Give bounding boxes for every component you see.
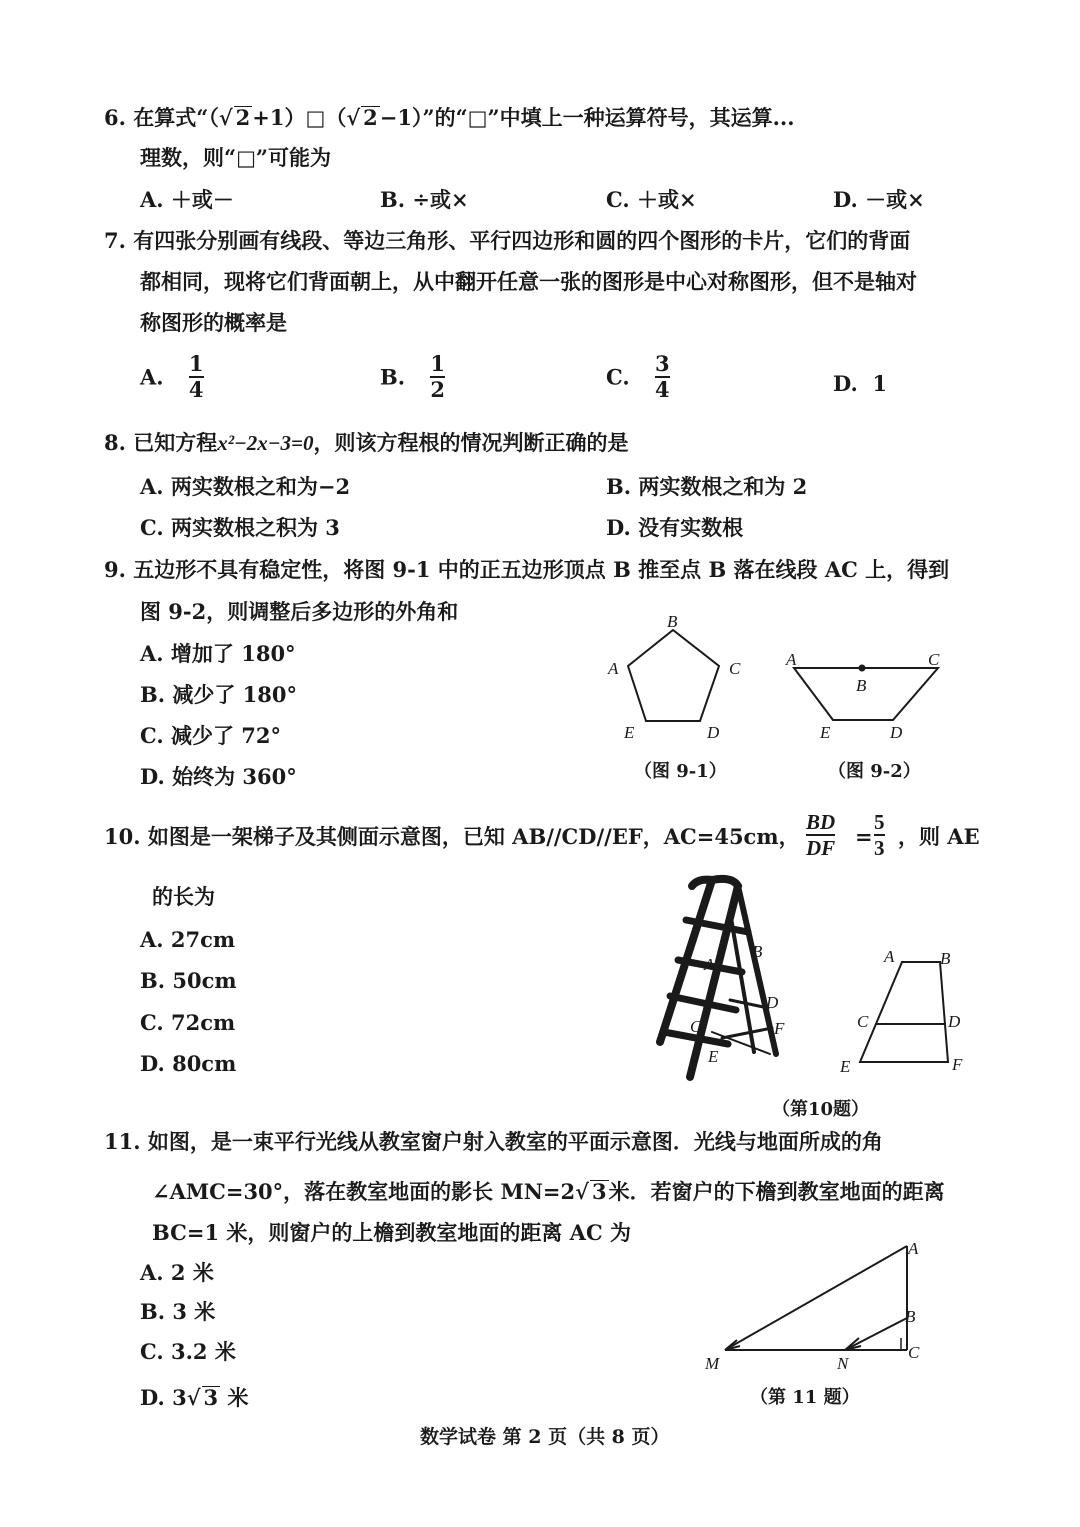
q6-text-a: 在算式“（ — [133, 105, 219, 130]
q7-option-b — [380, 352, 445, 402]
q11-option-a: A. 2 米 — [140, 1260, 214, 1285]
q11-text-2a: ∠AMC=30°，落在教室地面的影长 MN=2 — [152, 1179, 576, 1204]
q6-sqrt-1: 2 — [235, 105, 251, 130]
q6-option-a: A. ＋或－ — [140, 187, 234, 212]
q11-option-c: C. 3.2 米 — [140, 1339, 236, 1364]
q11-option-d: D. 3√ 3 米 — [140, 1385, 249, 1410]
q9-figure-2-trapezoid — [785, 650, 940, 742]
q10-diagram-label-b: B — [940, 949, 951, 968]
q10-rhs-numerator: 5 — [874, 810, 885, 834]
q7-option-a-denominator: 4 — [188, 377, 204, 403]
page-footer: 数学试卷 第 2 页（共 8 页） — [420, 1426, 670, 1448]
q7-option-c-fraction — [655, 352, 670, 402]
q11-caption: （第 11 题） — [750, 1387, 860, 1408]
q10-diagram-label-d: D — [948, 1012, 961, 1031]
q11-option-d-sqrt: 3 — [203, 1385, 219, 1410]
q9-fig1-caption: （图 9-1） — [634, 761, 727, 782]
q9-option-a: A. 增加了 180° — [140, 641, 296, 666]
q8-text-b: ，则该方程根的情况判断正确的是 — [313, 430, 629, 455]
q6-option-b: B. ÷或× — [380, 187, 469, 212]
q9-fig1-label-e: E — [624, 723, 635, 742]
q7-option-c-numerator: 3 — [654, 351, 670, 376]
q7-option-a-label: A. — [140, 364, 164, 390]
q8-option-b: B. 两实数根之和为 2 — [606, 474, 808, 499]
q7-text-1: 有四张分别画有线段、等边三角形、平行四边形和圆的四个图形的卡片，它们的背面 — [133, 228, 911, 253]
q11-option-d-unit: 米 — [227, 1385, 249, 1410]
q10-rhs-fraction — [874, 810, 885, 860]
q11-label-c: C — [908, 1343, 920, 1362]
q7-number: 7. — [104, 228, 126, 253]
q9-line1 — [104, 559, 949, 580]
q7-option-d-value: 1 — [872, 371, 888, 396]
q9-fig1-label-c: C — [729, 659, 741, 678]
q9-fig1-label-b: B — [667, 612, 678, 631]
q7-option-c-denominator: 4 — [654, 377, 670, 403]
q9-number: 9. — [104, 557, 126, 582]
q9-figures — [590, 608, 960, 748]
q11-line2: ∠AMC=30°，落在教室地面的影长 MN=2√ 3米．若窗户的下檐到教室地面的距离 — [152, 1179, 945, 1204]
q10-ratio-denominator: DF — [806, 836, 836, 861]
q11-figure — [695, 1232, 935, 1377]
q11-text-2b: 米．若窗户的下檐到教室地面的距离 — [608, 1179, 945, 1204]
q9-figure-1-pentagon — [607, 612, 741, 742]
q11-label-n: N — [837, 1354, 849, 1373]
q9-line2: 图 9-2，则调整后多边形的外角和 — [140, 599, 459, 624]
q11-number: 11. — [104, 1129, 141, 1154]
q8-option-a: A. 两实数根之和为−2 — [140, 474, 351, 499]
q10-text-b: ，则 AE — [898, 824, 980, 849]
q9-fig2-label-e: E — [820, 723, 831, 742]
q10-ladder-label-c: C — [690, 1017, 702, 1036]
q11-label-a: A — [908, 1239, 919, 1258]
q10-ratio-rhs — [874, 810, 885, 860]
q11-line3: BC=1 米，则窗户的上檐到教室地面的距离 AC 为 — [152, 1220, 631, 1245]
q9-fig2-caption: （图 9-2） — [828, 761, 921, 782]
q10-text-a: 如图是一架梯子及其侧面示意图，已知 AB//CD//EF，AC=45cm， — [147, 824, 800, 849]
q7-option-d-label: D. — [833, 371, 858, 396]
q8-text-a: 已知方程 — [133, 430, 218, 455]
q11-label-m: M — [705, 1354, 720, 1373]
q8-option-c: C. 两实数根之积为 3 — [140, 515, 340, 540]
q10-rhs-denominator: 3 — [874, 836, 885, 861]
q7-line2: 都相同，现将它们背面朝上，从中翻开任意一张的图形是中心对称图形，但不是轴对 — [140, 269, 917, 294]
q10-diagram-label-e: E — [840, 1057, 851, 1076]
q7-option-a-fraction — [189, 352, 204, 402]
q10-ratio-lhs — [806, 810, 835, 860]
q6-line1: 6. 在算式“（√ 2+1）□（√ 2−1）”的“□”中填上一种运算符号，其运算... — [104, 105, 795, 130]
q6-sqrt-2: 2 — [363, 105, 378, 130]
q10-ladder-label-d: D — [766, 993, 779, 1012]
q10-diagram-label-f: F — [952, 1055, 963, 1074]
q10-option-b: B. 50cm — [140, 968, 237, 993]
q8-number: 8. — [104, 430, 126, 455]
q11-figure-lines — [725, 1246, 907, 1350]
q10-diagram-label-a: A — [884, 947, 895, 966]
q6-text-c: −1）”的“□”中填上一种运算符号，其运算... — [379, 105, 795, 130]
q10-ladder-label-b: B — [752, 942, 763, 961]
q9-fig2-point-b — [859, 665, 866, 672]
q10-ladder-label-f: F — [774, 1019, 785, 1038]
q6-number: 6. — [104, 105, 126, 130]
q7-option-a — [140, 352, 204, 402]
q11-option-d-text: D. 3 — [140, 1385, 187, 1410]
q9-option-c: C. 减少了 72° — [140, 723, 282, 748]
q9-option-b: B. 减少了 180° — [140, 682, 298, 707]
q10-ladder-label-e: E — [708, 1047, 719, 1066]
q11-sqrt: 3 — [591, 1179, 607, 1204]
q11-line1 — [104, 1131, 883, 1152]
q10-option-c: C. 72cm — [140, 1010, 236, 1035]
q10-line2: 的长为 — [152, 884, 215, 909]
q10-ladder-label-a: A — [704, 955, 715, 974]
q7-option-a-numerator: 1 — [188, 351, 204, 376]
q10-line1 — [104, 826, 800, 847]
q9-fig1-label-a: A — [608, 659, 619, 678]
q10-ratio-numerator: BD — [806, 810, 836, 834]
q7-option-b-fraction — [430, 352, 445, 402]
q7-option-d — [833, 373, 887, 394]
q10-number: 10. — [104, 824, 141, 849]
q10-option-a: A. 27cm — [140, 927, 236, 952]
q8-equation: x²−2x−3=0 — [217, 431, 314, 455]
q10-ratio-fraction — [806, 810, 835, 860]
q7-option-b-label: B. — [380, 364, 406, 390]
q10-diagram-label-c: C — [857, 1012, 869, 1031]
q6-line2: 理数，则“□”可能为 — [140, 145, 331, 170]
q9-fig2-label-b: B — [856, 676, 867, 695]
q7-option-b-denominator: 2 — [430, 377, 445, 403]
q7-option-c — [606, 352, 670, 402]
q9-fig2-label-d: D — [890, 723, 903, 742]
q10-equals: = — [855, 824, 873, 849]
q9-option-d: D. 始终为 360° — [140, 764, 297, 789]
q11-option-b: B. 3 米 — [140, 1299, 216, 1324]
q9-fig2-label-a: A — [786, 650, 797, 669]
q10-option-d: D. 80cm — [140, 1051, 237, 1076]
q7-line3: 称图形的概率是 — [140, 310, 287, 335]
q8-line1 — [104, 432, 628, 454]
q6-text-b: +1）□（ — [252, 105, 347, 130]
q10-side-diagram — [860, 962, 948, 1062]
q11-text-1: 如图，是一束平行光线从教室窗户射入教室的平面示意图．光线与地面所成的角 — [147, 1129, 883, 1154]
q11-label-b: B — [905, 1307, 916, 1326]
q9-fig1-label-d: D — [707, 723, 720, 742]
q9-text-1: 五边形不具有稳定性，将图 9-1 中的正五边形顶点 B 推至点 B 落在线段 AC 上，得到 — [133, 557, 950, 582]
q6-option-d: D. －或× — [833, 187, 925, 212]
q7-line1 — [104, 230, 910, 251]
q9-fig2-label-c: C — [928, 650, 940, 669]
q7-option-b-numerator: 1 — [430, 351, 445, 376]
q8-option-d: D. 没有实数根 — [606, 515, 744, 540]
q10-caption: （第10题） — [772, 1099, 870, 1120]
q10-figures — [650, 872, 980, 1087]
q7-option-c-label: C. — [606, 364, 630, 390]
q6-option-c: C. ＋或× — [606, 187, 697, 212]
